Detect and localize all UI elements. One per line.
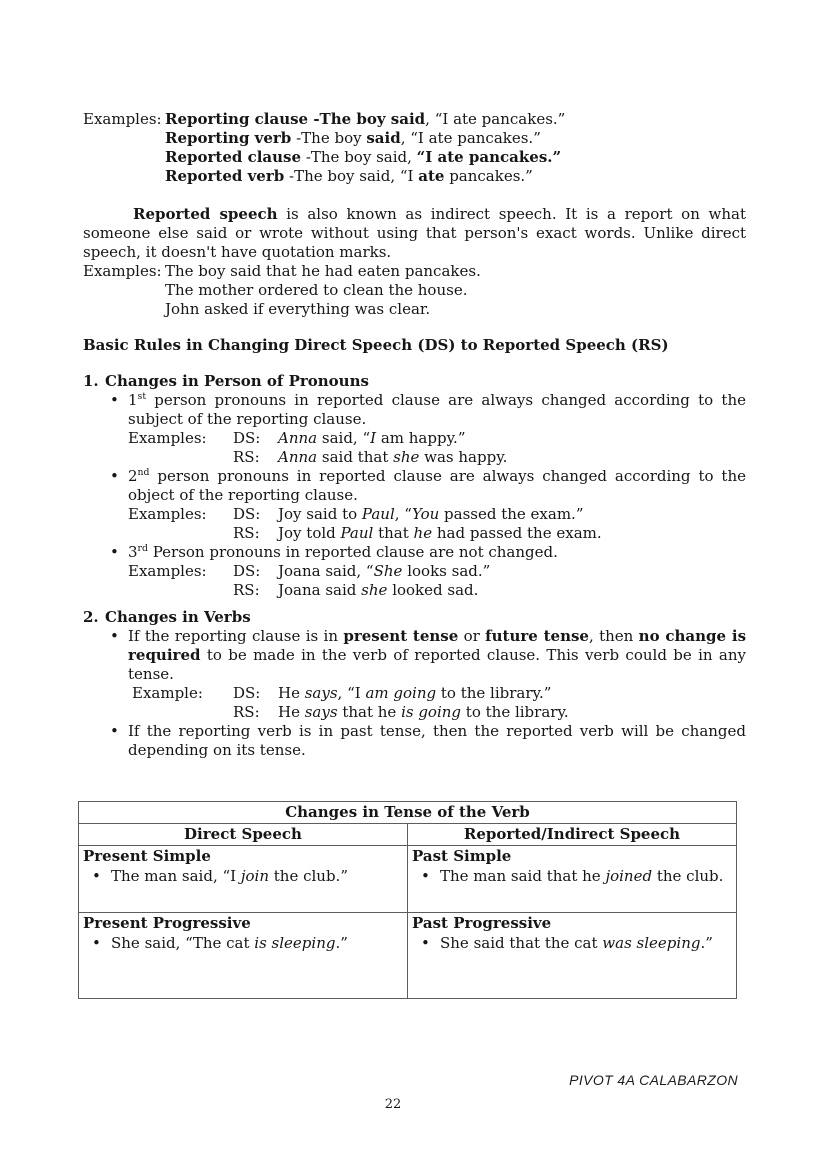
example-sentence: Anna said, “I am happy.”: [278, 429, 466, 447]
tense-example: • She said, “The cat is sleeping.”: [83, 934, 403, 953]
table-row: [79, 913, 737, 999]
footer-brand: PIVOT 4A CALABARZON: [569, 1072, 738, 1088]
term-name: Reporting clause -: [165, 110, 320, 128]
tense-example: • The man said that he joined the club.: [412, 867, 732, 886]
ds-tag: DS:: [233, 429, 261, 447]
column-header-direct-speech: Direct Speech: [79, 824, 408, 846]
tense-example: • She said that the cat was sleeping.”: [412, 934, 732, 953]
term-example-sentence: The boy said, “I ate pancakes.”: [301, 129, 541, 147]
rule-bullet: [128, 391, 746, 467]
intro-example-sentence: John asked if everything was clear.: [165, 300, 431, 318]
rule-number: 1.: [83, 372, 99, 390]
example-row: [128, 581, 746, 600]
intro-example-sentence: The boy said that he had eaten pancakes.: [165, 262, 481, 280]
table-title-row: [79, 802, 737, 824]
rs-tag: RS:: [233, 581, 260, 599]
bullet-text: • If the reporting clause is in present tense or future tense, then no change is required to be made in the verb of reported clause. This verb could be in any tense.: [128, 627, 746, 684]
rs-tag: RS:: [233, 524, 260, 542]
examples-label: Examples:: [128, 562, 207, 580]
label-spacer: [83, 148, 165, 167]
term-example-sentence: The boy said, “I ate pancakes.”: [294, 167, 533, 185]
example-sentence: Joana said she looked sad.: [278, 581, 479, 599]
label-spacer: [128, 581, 233, 600]
table-cell: [79, 913, 408, 999]
rule-section-1: [83, 372, 746, 600]
label-spacer: [128, 524, 233, 543]
example-row: [128, 429, 746, 448]
rule-title: [83, 372, 746, 391]
label-spacer: [132, 703, 233, 722]
term-name: Reported clause -: [165, 148, 311, 166]
rule-title: [83, 608, 746, 627]
example-row: [128, 684, 746, 703]
tense-name: Past Progressive: [412, 914, 552, 932]
intro-example-sentence: The mother ordered to clean the house.: [165, 281, 468, 299]
examples-label: Example:: [132, 684, 203, 702]
term-example-row: [83, 167, 746, 186]
term-example-row: [83, 148, 746, 167]
example-sentence: He says that he is going to the library.: [278, 703, 569, 721]
rule-bullet: [128, 627, 746, 722]
tense-example: • The man said, “I join the club.”: [83, 867, 403, 886]
rule-bullet: [128, 722, 746, 760]
bullet-text: • 1st person pronouns in reported clause are always changed according to the subject of the reporting clause.: [128, 391, 746, 429]
example-row: [128, 562, 746, 581]
ds-tag: DS:: [233, 562, 261, 580]
table-header-row: [79, 824, 737, 846]
label-spacer: [83, 129, 165, 148]
rule-bullet: [128, 543, 746, 600]
table-cell: [408, 846, 737, 913]
tense-name: Present Progressive: [83, 914, 251, 932]
rule-name: Changes in Person of Pronouns: [105, 372, 369, 390]
label-spacer: [83, 167, 165, 186]
table-cell: [408, 913, 737, 999]
examples-label: Examples:: [83, 110, 162, 128]
ds-tag: DS:: [233, 505, 261, 523]
example-row: [128, 505, 746, 524]
intro-examples-block: [83, 262, 746, 319]
example-row: [128, 524, 746, 543]
section-heading: Basic Rules in Changing Direct Speech (DS) to Reported Speech (RS): [83, 336, 669, 354]
term-name: Reported verb -: [165, 167, 295, 185]
bullet-text: • 2nd person pronouns in reported clause are always changed according to the object of the reporting clause.: [128, 467, 746, 505]
example-sentence: Anna said that she was happy.: [278, 448, 508, 466]
example-sentence: Joana said, “She looks sad.”: [278, 562, 491, 580]
tense-name: Present Simple: [83, 847, 211, 865]
rule-bullet: [128, 467, 746, 543]
example-row: [128, 448, 746, 467]
term-example-row: [83, 110, 746, 129]
ds-tag: DS:: [233, 684, 261, 702]
term-example-sentence: The boy said, “I ate pancakes.”: [319, 110, 566, 128]
term-name: Reporting verb -: [165, 129, 302, 147]
bullet-text: • 3rd Person pronouns in reported clause are not changed.: [128, 543, 746, 562]
label-spacer: [128, 448, 233, 467]
intro-examples-list: [165, 262, 746, 319]
examples-label: Examples:: [128, 429, 207, 447]
examples-label: Examples:: [128, 505, 207, 523]
example-sentence: Joy told Paul that he had passed the exam.: [278, 524, 602, 542]
examples-label: Examples:: [83, 262, 162, 280]
rs-tag: RS:: [233, 448, 260, 466]
intro-paragraph: Reported speech is also known as indirect speech. It is a report on what someone else said or wrote without using that person's exact words. Unlike direct speech, it doesn't have quotation marks.: [83, 205, 746, 261]
example-sentence: Joy said to Paul, “You passed the exam.”: [278, 505, 584, 523]
bullet-text: • If the reporting verb is in past tense, then the reported verb will be changed depending on its tense.: [128, 722, 746, 760]
table-row: [79, 846, 737, 913]
example-row: [128, 703, 746, 722]
terminology-examples-block: [83, 110, 746, 186]
page-number: 22: [384, 1097, 402, 1112]
table-cell: [79, 846, 408, 913]
rule-name: Changes in Verbs: [105, 608, 251, 626]
rule-section-2: [83, 608, 746, 760]
tense-name: Past Simple: [412, 847, 512, 865]
term-example-sentence: The boy said, “I ate pancakes.”: [310, 148, 562, 166]
term-example-row: [83, 129, 746, 148]
tense-change-table: [78, 801, 737, 999]
table-title: Changes in Tense of the Verb: [79, 802, 737, 824]
column-header-reported-speech: Reported/Indirect Speech: [408, 824, 737, 846]
rs-tag: RS:: [233, 703, 260, 721]
example-sentence: He says, “I am going to the library.”: [278, 684, 552, 702]
rule-number: 2.: [83, 608, 99, 626]
